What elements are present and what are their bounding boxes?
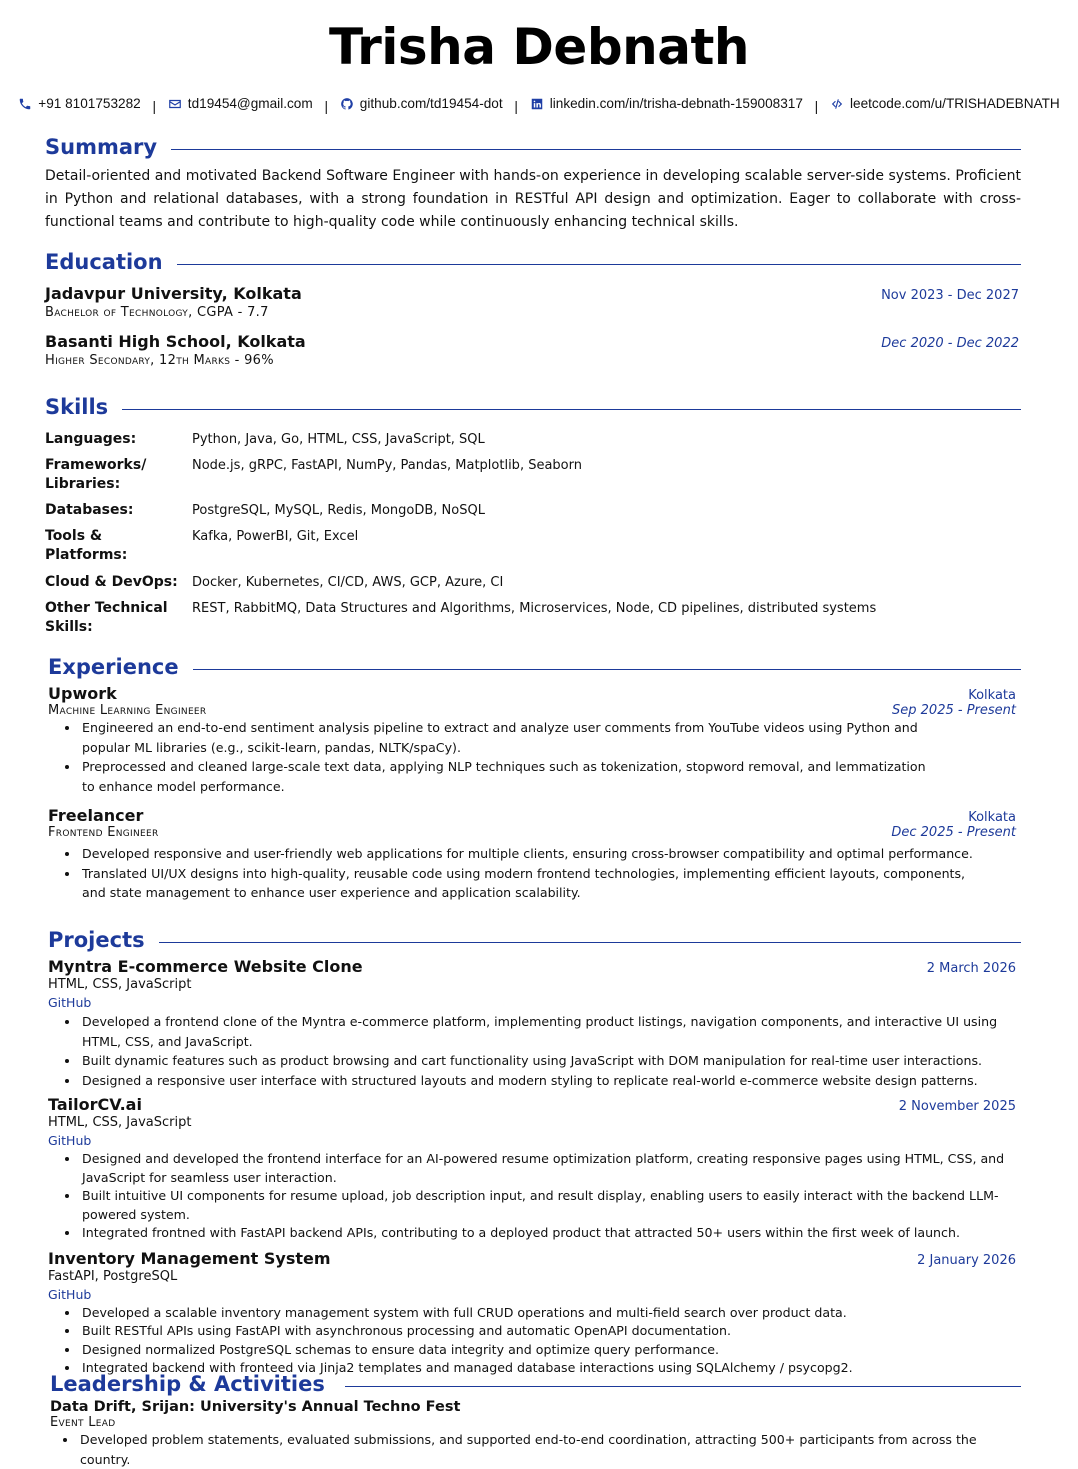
job-date: Sep 2025 - Present [892, 703, 1016, 718]
project-tech: FastAPI, PostgreSQL [48, 1268, 178, 1284]
skill-value: PostgreSQL, MySQL, Redis, MongoDB, NoSQL [192, 503, 485, 518]
candidate-name: Trisha Debnath [329, 18, 749, 76]
education-date: Nov 2023 - Dec 2027 [881, 288, 1019, 303]
bullet-item: • Developed a frontend clone of the Myntra e-commerce platform, implementing product listings, navigation components, and interactive UI using HTML, CSS, and JavaScript. [80, 1012, 1021, 1051]
linkedin-contact[interactable] [530, 96, 803, 111]
bullet-item: • Designed a responsive user interface with structured layouts and modern styling to replicate real-world e-commerce website design patterns. [80, 1071, 1021, 1091]
bullet-item: • Developed problem statements, evaluated submissions, and supported end-to-end coordination, attracting 500+ participants from across the country. [78, 1430, 1021, 1469]
mail-icon [168, 97, 182, 111]
skills-section [45, 393, 1021, 637]
project-tech: HTML, CSS, JavaScript [48, 1115, 192, 1130]
summary-text: Detail-oriented and motivated Backend Software Engineer with hands-on experience in developing scalable server-side systems. Proficient in Python and relational databases, with a strong foundation in RESTful API design and optimization. Eager to collaborate with cross-functional teams and contribute to high-quality code while continuously enhancing technical skills. [45, 168, 1021, 230]
project-bullets [48, 1150, 1021, 1243]
project-item [48, 957, 1021, 1090]
project-name: TailorCV.ai [48, 1095, 142, 1114]
section-rule [193, 669, 1021, 670]
project-github-link[interactable]: GitHub [48, 1133, 92, 1148]
activity-role: Event Lead [50, 1415, 116, 1430]
project-date: 2 November 2025 [898, 1099, 1016, 1114]
experience-item [48, 684, 1021, 796]
summary-section [45, 133, 1021, 234]
project-item [48, 1095, 1021, 1243]
company-name: Freelancer [48, 806, 144, 825]
projects-section [48, 926, 1021, 1378]
project-github-link[interactable]: GitHub [48, 1286, 92, 1302]
leetcode-contact[interactable] [830, 96, 1060, 111]
contact-bar [0, 96, 1078, 114]
experience-title: Experience [48, 655, 179, 679]
job-location: Kolkata [968, 810, 1016, 825]
leetcode-text: leetcode.com/u/TRISHADEBNATH [849, 96, 1060, 111]
job-location: Kolkata [968, 688, 1016, 703]
experience-section [48, 653, 1021, 903]
bullet-item: • Developed a scalable inventory management system with full CRUD operations and multi-field search over product data. [80, 1304, 1021, 1323]
bullet-item: • Built RESTful APIs using FastAPI with asynchronous processing and automatic OpenAPI documentation. [80, 1322, 1021, 1341]
bullet-item: • Designed and developed the frontend interface for an AI-powered resume optimization platform, creating responsive pages using HTML, CSS, and JavaScript for seamless user interaction. [80, 1150, 1021, 1187]
leadership-item [50, 1399, 1021, 1469]
skill-value: REST, RabbitMQ, Data Structures and Algorithms, Microservices, Node, CD pipelines, distributed systems [192, 601, 877, 616]
bullet-item: • Integrated frontned with FastAPI backend APIs, contributing to a deployed product that attracted 50+ users within the first week of launch. [80, 1224, 1021, 1243]
section-rule [122, 409, 1021, 410]
skill-label: Other Technical Skills: [45, 600, 168, 635]
email-text: td19454@gmail.com [187, 96, 313, 111]
project-item [48, 1249, 1021, 1378]
job-date: Dec 2025 - Present [891, 825, 1016, 840]
job-role: Machine Learning Engineer [48, 703, 207, 718]
linkedin-icon [530, 97, 544, 111]
skill-label: Tools & Platforms: [45, 528, 128, 563]
project-name: Myntra E-commerce Website Clone [48, 957, 363, 976]
skills-title: Skills [45, 395, 109, 419]
project-date: 2 March 2026 [926, 961, 1016, 976]
skills-table [45, 430, 1021, 637]
degree-detail: Bachelor of Technology, CGPA - 7.7 [45, 305, 269, 320]
education-title: Education [45, 250, 163, 274]
phone-icon [18, 97, 32, 111]
separator: | [324, 98, 328, 114]
code-icon [830, 97, 844, 111]
skill-label: Languages: [45, 431, 137, 447]
separator: | [514, 98, 518, 114]
project-bullets [48, 1304, 1021, 1378]
bullet-item: • Designed normalized PostgreSQL schemas to ensure data integrity and optimize query performance. [80, 1341, 1021, 1360]
skill-row [45, 527, 1021, 573]
summary-title: Summary [45, 135, 158, 159]
skill-row [45, 456, 1021, 501]
project-tech: HTML, CSS, JavaScript [48, 977, 192, 992]
bullet-item: • Translated UI/UX designs into high-quality, reusable code using modern frontend technologies, implementing efficient layouts, components, and state management to enhance user experience and application scalability. [80, 864, 982, 903]
bullet-item: • Built dynamic features such as product browsing and cart functionality using JavaScript with DOM manipulation for real-time user interactions. [80, 1051, 1021, 1071]
education-item [45, 332, 1021, 368]
skill-value: Kafka, PowerBI, Git, Excel [192, 529, 359, 544]
section-rule [159, 942, 1021, 943]
github-icon [340, 97, 354, 111]
leadership-section [50, 1370, 1021, 1469]
degree-detail: Higher Secondary, 12th Marks - 96% [45, 353, 274, 368]
skill-label: Databases: [45, 502, 134, 518]
separator: | [152, 98, 157, 114]
bullet-item: • Built intuitive UI components for resume upload, job description input, and result display, enabling users to easily interact with the backend LLM-powered system. [80, 1187, 1021, 1224]
skill-value: Python, Java, Go, HTML, CSS, JavaScript, SQL [192, 432, 485, 447]
skill-row [45, 430, 1021, 456]
skill-label: Cloud & DevOps: [45, 574, 178, 590]
phone-contact[interactable] [18, 96, 140, 111]
bullet-item: • Developed responsive and user-friendly web applications for multiple clients, ensuring cross-browser compatibility and optimal performance. [80, 844, 1021, 864]
email-contact[interactable] [168, 96, 313, 111]
bullet-item: • Preprocessed and cleaned large-scale text data, applying NLP techniques such as tokenization, stopword removal, and lemmatization to enhance model performance. [80, 757, 942, 796]
separator: | [814, 98, 819, 114]
bullet-item: • Integrated backend with fronteed via Jinja2 templates and managed database interactions using SQLAlchemy / psycopg2. [80, 1359, 1021, 1378]
projects-title: Projects [48, 928, 145, 952]
project-github-link[interactable]: GitHub [48, 995, 92, 1010]
bullet-item: • Engineered an end-to-end sentiment analysis pipeline to extract and analyze user comments from YouTube videos using Python and popular ML libraries (e.g., scikit-learn, pandas, NLTK/spaCy). [80, 718, 942, 757]
company-name: Upwork [48, 684, 117, 703]
education-item [45, 284, 1021, 320]
project-name: Inventory Management System [48, 1248, 331, 1268]
section-rule [345, 1386, 1021, 1387]
skill-row [45, 501, 1021, 527]
job-bullets [48, 844, 1021, 903]
skill-row [45, 573, 1021, 599]
project-date: 2 January 2026 [917, 1252, 1016, 1268]
institution-name: Jadavpur University, Kolkata [45, 284, 302, 303]
experience-item [48, 806, 1021, 903]
skill-label: Frameworks/ Libraries: [45, 457, 147, 492]
education-section [45, 248, 1021, 368]
skill-row [45, 599, 1021, 637]
linkedin-text: linkedin.com/in/trisha-debnath-159008317 [549, 96, 803, 111]
skill-value: Docker, Kubernetes, CI/CD, AWS, GCP, Azure, CI [192, 575, 504, 590]
skill-value: Node.js, gRPC, FastAPI, NumPy, Pandas, Matplotlib, Seaborn [192, 458, 582, 473]
job-role: Frontend Engineer [48, 825, 159, 840]
section-rule [171, 149, 1021, 150]
section-rule [177, 264, 1021, 265]
job-bullets [48, 718, 1021, 796]
project-bullets [48, 1012, 1021, 1090]
phone-text: +91 8101753282 [38, 96, 141, 111]
github-text: github.com/td19454-dot [359, 96, 503, 111]
activity-name: Data Drift, Srijan: University's Annual Techno Fest [50, 1399, 461, 1415]
activity-bullets [50, 1430, 1021, 1469]
institution-name: Basanti High School, Kolkata [45, 332, 306, 351]
education-date: Dec 2020 - Dec 2022 [881, 336, 1019, 351]
leadership-title: Leadership & Activities [50, 1372, 325, 1396]
github-contact[interactable] [340, 96, 503, 111]
